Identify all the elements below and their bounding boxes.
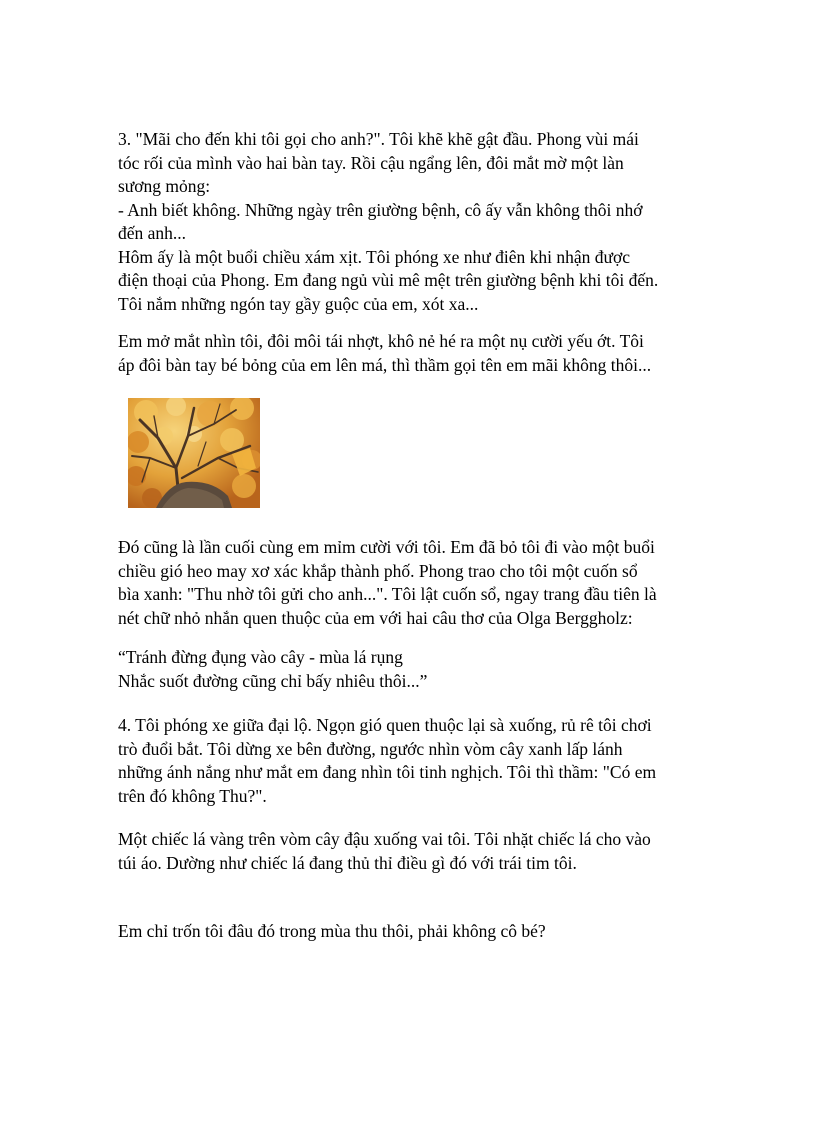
poem-quote [118,646,708,693]
text-line: chiều gió heo may xơ xác khắp thành phố. Phong trao cho tôi một cuốn sổ [118,560,638,581]
autumn-tree-photo [128,398,260,508]
poem-line: “Tránh đừng đụng vào cây - mùa lá rụng [118,647,403,667]
text-line: Đó cũng là lần cuối cùng em mỉm cười với tôi. Em đã bỏ tôi đi vào một buổi [118,537,655,557]
text-line: Hôm ấy là một buổi chiều xám xịt. Tôi phóng xe như điên khi nhận được [118,246,630,267]
text-line: Em chỉ trốn tôi đâu đó trong mùa thu thôi, phải không cô bé? [118,921,546,941]
text-line: - Anh biết không. Những ngày trên giường bệnh, cô ấy vẫn không thôi nhớ [118,199,643,220]
text-line: nét chữ nhỏ nhắn quen thuộc của em với hai câu thơ của Olga Berggholz: [118,607,633,628]
text-line: trên đó không Thu?". [118,785,267,806]
text-line: áp đôi bàn tay bé bỏng của em lên má, thì thầm gọi tên em mãi không thôi... [118,354,652,375]
paragraph-section4-1 [118,714,708,808]
paragraph-section3-2 [118,330,708,377]
text-line: đến anh... [118,223,187,243]
paragraph-section4-2 [118,828,708,875]
closing-line [118,920,708,944]
text-line: sương mỏng: [118,176,211,196]
paragraph-section3-1 [118,128,708,316]
text-line: điện thoại của Phong. Em đang ngủ vùi mê mệt trên giường bệnh khi tôi đến. [118,270,659,290]
text-line: Tôi nắm những ngón tay gầy guộc của em, xót xa... [118,293,479,314]
text-line: Em mở mắt nhìn tôi, đôi môi tái nhợt, khô nẻ hé ra một nụ cười yếu ớt. Tôi [118,331,644,351]
text-line: 4. Tôi phóng xe giữa đại lộ. Ngọn gió quen thuộc lại sà xuống, rủ rê tôi chơi [118,715,652,735]
poem-line: Nhắc suốt đường cũng chỉ bấy nhiêu thôi...” [118,670,428,691]
text-line: những ánh nắng như mắt em đang nhìn tôi tinh nghịch. Tôi thì thầm: "Có em [118,762,657,782]
text-line: túi áo. Dường như chiếc lá đang thủ thỉ điều gì đó với trái tim tôi. [118,852,577,873]
text-line: bìa xanh: "Thu nhờ tôi gửi cho anh...". Tôi lật cuốn sổ, ngay trang đầu tiên là [118,584,657,604]
text-line: 3. "Mãi cho đến khi tôi gọi cho anh?". Tôi khẽ khẽ gật đầu. Phong vùi mái [118,129,639,149]
text-line: Một chiếc lá vàng trên vòm cây đậu xuống vai tôi. Tôi nhặt chiếc lá cho vào [118,829,651,849]
paragraph-section3-3 [118,536,708,630]
autumn-tree-image [128,398,260,508]
text-line: trò đuổi bắt. Tôi dừng xe bên đường, ngước nhìn vòm cây xanh lấp lánh [118,738,623,759]
text-line: tóc rối của mình vào hai bàn tay. Rồi cậu ngẩng lên, đôi mắt mờ một làn [118,152,624,173]
